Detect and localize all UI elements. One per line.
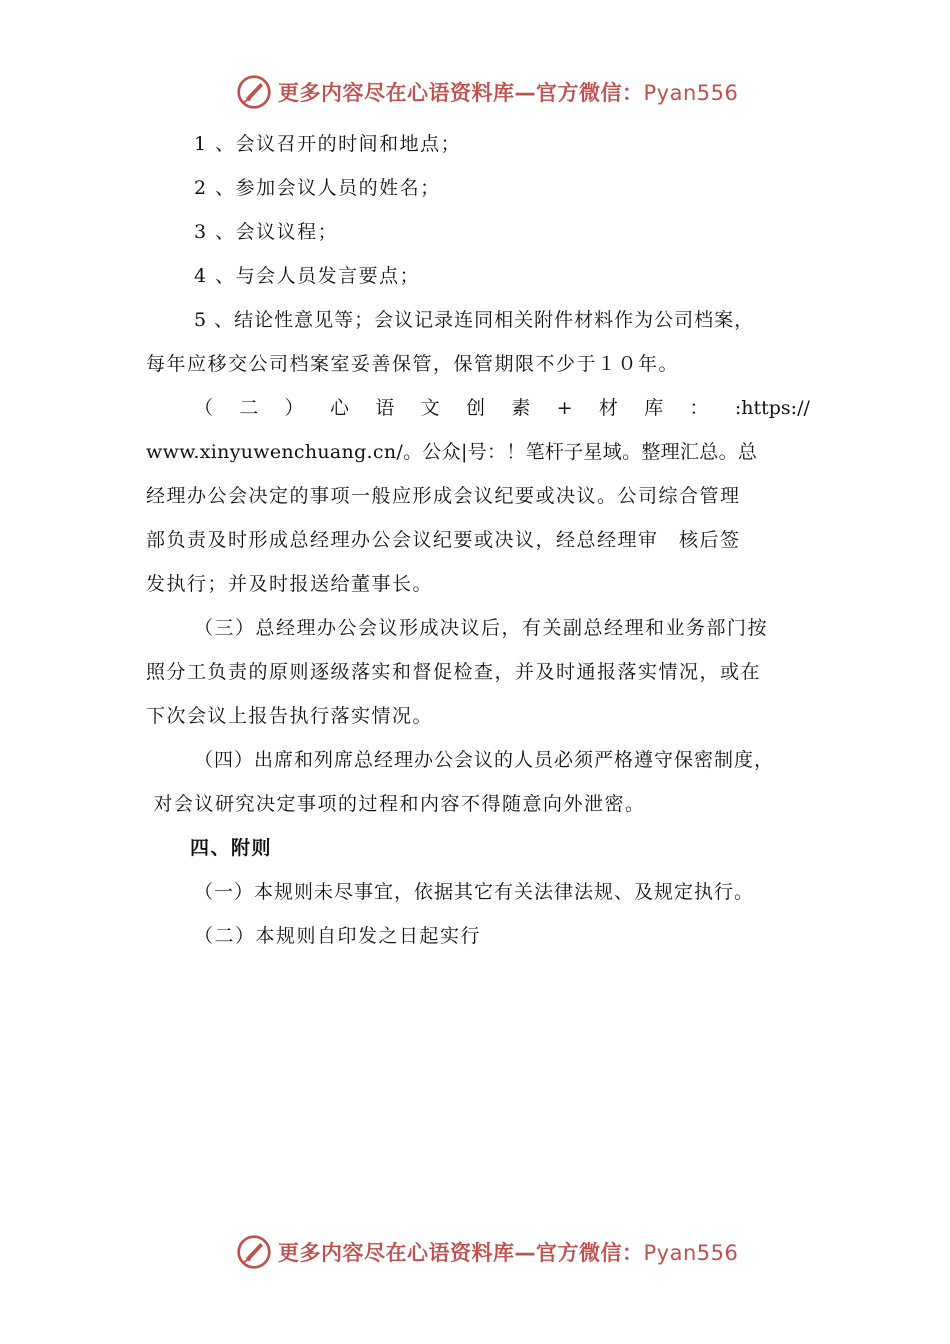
section-2-line: 发执行；并及时报送给董事长。 bbox=[146, 573, 434, 595]
banner-text: 更多内容尽在心语资料库—官方微信：Pyan556 bbox=[278, 1241, 739, 1265]
section-4-line: （四）出席和列席总经理办公会议的人员必须严格遵守保密制度， bbox=[194, 749, 775, 771]
banner-wechat-id: Pyan556 bbox=[643, 81, 739, 105]
section-3-line: 照分工负责的原则逐级落实和督促检查，并及时通报落实情况，或在 bbox=[146, 661, 762, 683]
section-4-line: 对会议研究决定事项的过程和内容不得随意向外泄密。 bbox=[146, 793, 646, 815]
section-2-line: 部负责及时形成总经理办公会议纪要或决议，经总经理审 核后签 bbox=[146, 529, 741, 551]
logo-icon bbox=[236, 1234, 272, 1270]
section-2-label: （ 二 ） 心 语 文 创 素 + 材 库 ： :https:// bbox=[194, 397, 810, 419]
appendix-line: （一）本规则未尽事宜，依据其它有关法律法规、及规定执行。 bbox=[194, 881, 755, 903]
section-3-line: 下次会议上报告执行落实情况。 bbox=[146, 705, 434, 727]
list-item: 5 、结论性意见等；会议记录连同相关附件材料作为公司档案， bbox=[194, 309, 755, 331]
document-body bbox=[146, 122, 810, 958]
header-banner bbox=[236, 72, 738, 112]
appendix-line: （二）本规则自印发之日起实行 bbox=[194, 925, 482, 947]
list-item: 1 、会议召开的时间和地点； bbox=[194, 133, 462, 155]
logo-icon bbox=[236, 74, 272, 110]
list-item-continuation: 每年应移交公司档案室妥善保管，保管期限不少于１０年。 bbox=[146, 353, 680, 375]
list-item: 4 、与会人员发言要点； bbox=[194, 265, 421, 287]
appendix-heading: 四、附则 bbox=[190, 837, 273, 859]
section-2-url-line: www.xinyuwenchuang.cn/。公众|号：！笔杆子星域。整理汇总。总 bbox=[146, 441, 758, 463]
banner-wechat-id: Pyan556 bbox=[643, 1241, 739, 1265]
section-3-line: （三）总经理办公会议形成决议后，有关副总经理和业务部门按 bbox=[194, 617, 769, 639]
footer-banner bbox=[236, 1232, 738, 1272]
banner-text: 更多内容尽在心语资料库—官方微信：Pyan556 bbox=[278, 81, 739, 105]
section-2-line: 经理办公会决定的事项一般应形成会议纪要或决议。公司综合管理 bbox=[146, 485, 741, 507]
list-item: 3 、会议议程； bbox=[194, 221, 339, 243]
list-item: 2 、参加会议人员的姓名； bbox=[194, 177, 441, 199]
